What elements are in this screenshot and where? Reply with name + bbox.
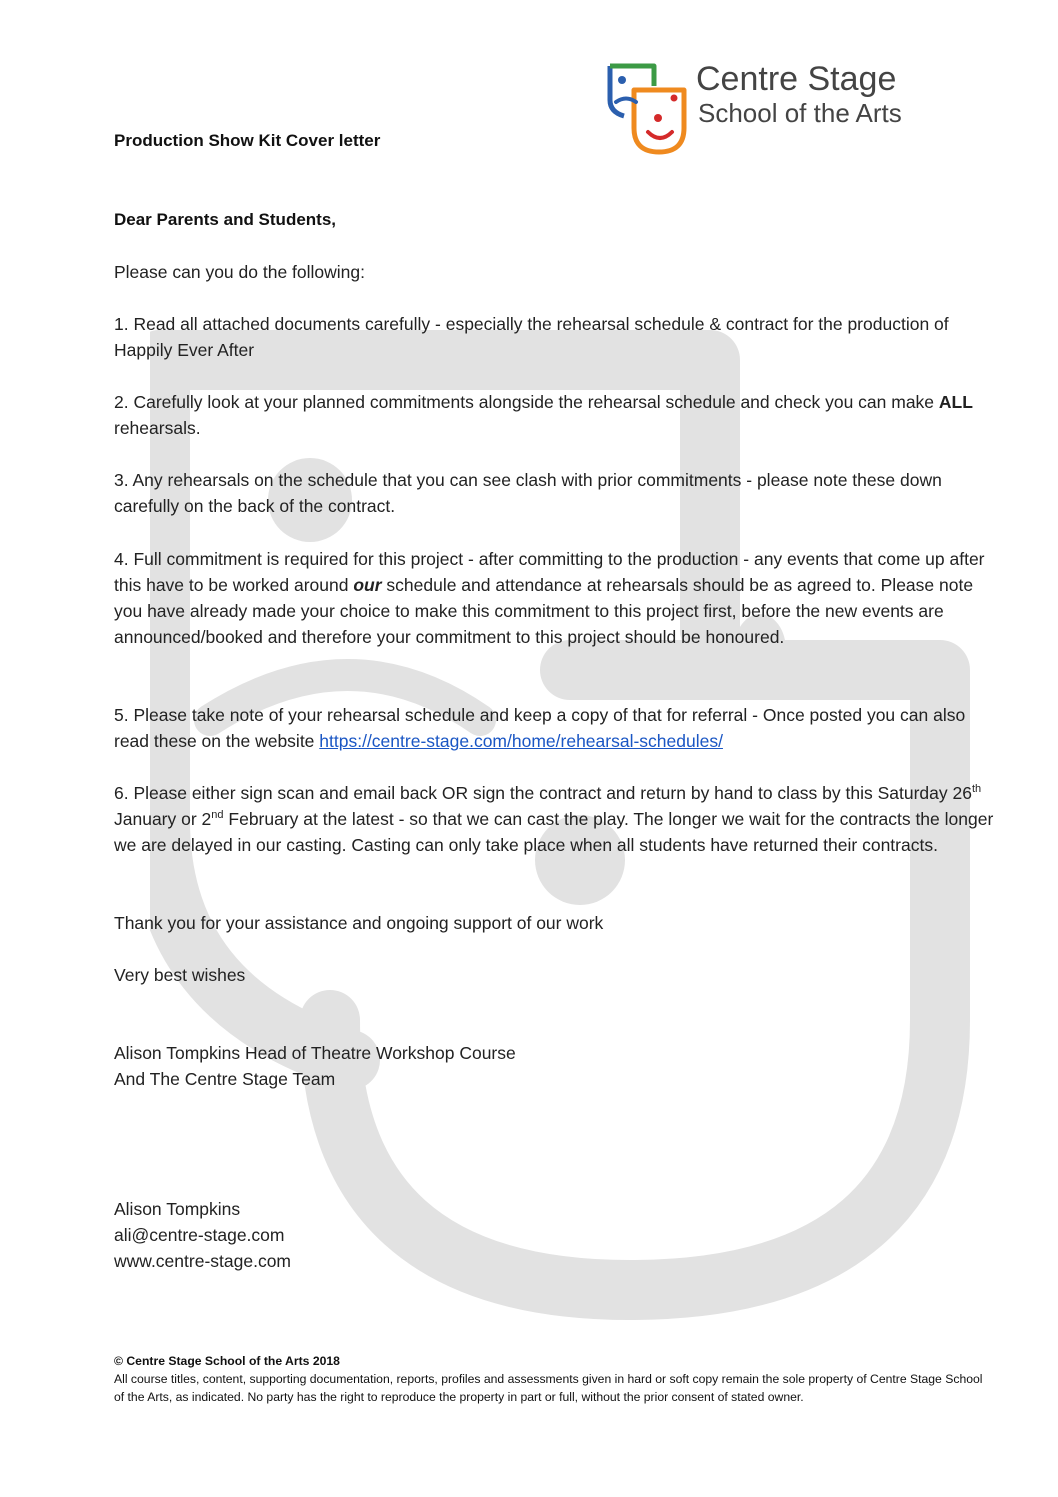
logo-subtitle: School of the Arts <box>698 98 902 128</box>
contact-website: www.centre-stage.com <box>114 1251 292 1271</box>
contact-email: ali@centre-stage.com <box>114 1225 285 1245</box>
item-6-sup-1: th <box>971 783 982 796</box>
copyright-text: © Centre Stage School of the Arts 2018 <box>114 1354 340 1368</box>
item-4 <box>114 546 994 650</box>
footer-notice: All course titles, content, supporting documentation, reports, profiles and assessments given in hard or soft copy remain the sole property of Centre Stage School of the Arts, as indicated. No party has the right to reproduce the property in part or full, without the prior consent of stated owner. <box>114 1372 983 1404</box>
item-4-text: 4. Full commitment is required for this project - after committing to the production - any events that come up after this have to be worked around <box>114 549 985 595</box>
item-1: 1. Read all attached documents carefully - especially the rehearsal schedule & contract for the production of Happily Ever After <box>114 314 949 360</box>
rehearsal-schedules-link[interactable]: https://centre-stage.com/home/rehearsal-schedules/ <box>319 731 723 751</box>
closing-text: Very best wishes <box>114 965 246 985</box>
item-6-text-b: January or 2 <box>114 809 212 829</box>
item-6-text-a: 6. Please either sign scan and email back OR sign the contract and return by hand to class by this Saturday 26 <box>114 783 972 803</box>
logo-title: Centre Stage <box>696 60 897 98</box>
item-6 <box>114 780 994 858</box>
contact-name: Alison Tompkins <box>114 1199 241 1219</box>
item-2-text-end: rehearsals. <box>114 418 201 438</box>
signature-line-2: And The Centre Stage Team <box>114 1069 336 1089</box>
item-2-text: 2. Carefully look at your planned commitments alongside the rehearsal schedule and check you can make <box>114 392 939 412</box>
item-2-emphasis: ALL <box>938 392 973 412</box>
item-6-sup-2: nd <box>211 809 224 822</box>
item-5-text: 5. Please take note of your rehearsal schedule and keep a copy of that for referral - Once posted you can also read these on the website <box>114 705 966 751</box>
salutation: Dear Parents and Students, <box>114 210 337 229</box>
item-4-text-end: schedule and attendance at rehearsals should be as agreed to. Please note you have already made your choice to make this commitment to this project first, before the new events are announced/booked and therefore your commitment to this project should be honoured. <box>114 575 974 647</box>
item-5 <box>114 702 994 754</box>
school-logo <box>604 60 944 160</box>
item-4-emphasis: our <box>353 575 382 595</box>
thanks-text: Thank you for your assistance and ongoing support of our work <box>114 913 604 933</box>
document-title: Production Show Kit Cover letter <box>114 131 381 150</box>
intro-text: Please can you do the following: <box>114 262 365 282</box>
footer <box>114 1352 994 1406</box>
item-3: 3. Any rehearsals on the schedule that you can see clash with prior commitments - please note these down carefully on the back of the contract. <box>114 470 942 516</box>
item-6-text-c: February at the latest - so that we can cast the play. The longer we wait for the contracts the longer we are delayed in our casting. Casting can only take place when all students have returned their contracts. <box>114 809 994 855</box>
theatre-masks-icon <box>604 60 694 160</box>
item-2 <box>114 389 994 441</box>
signature-line-1: Alison Tompkins Head of Theatre Workshop Course <box>114 1043 516 1063</box>
